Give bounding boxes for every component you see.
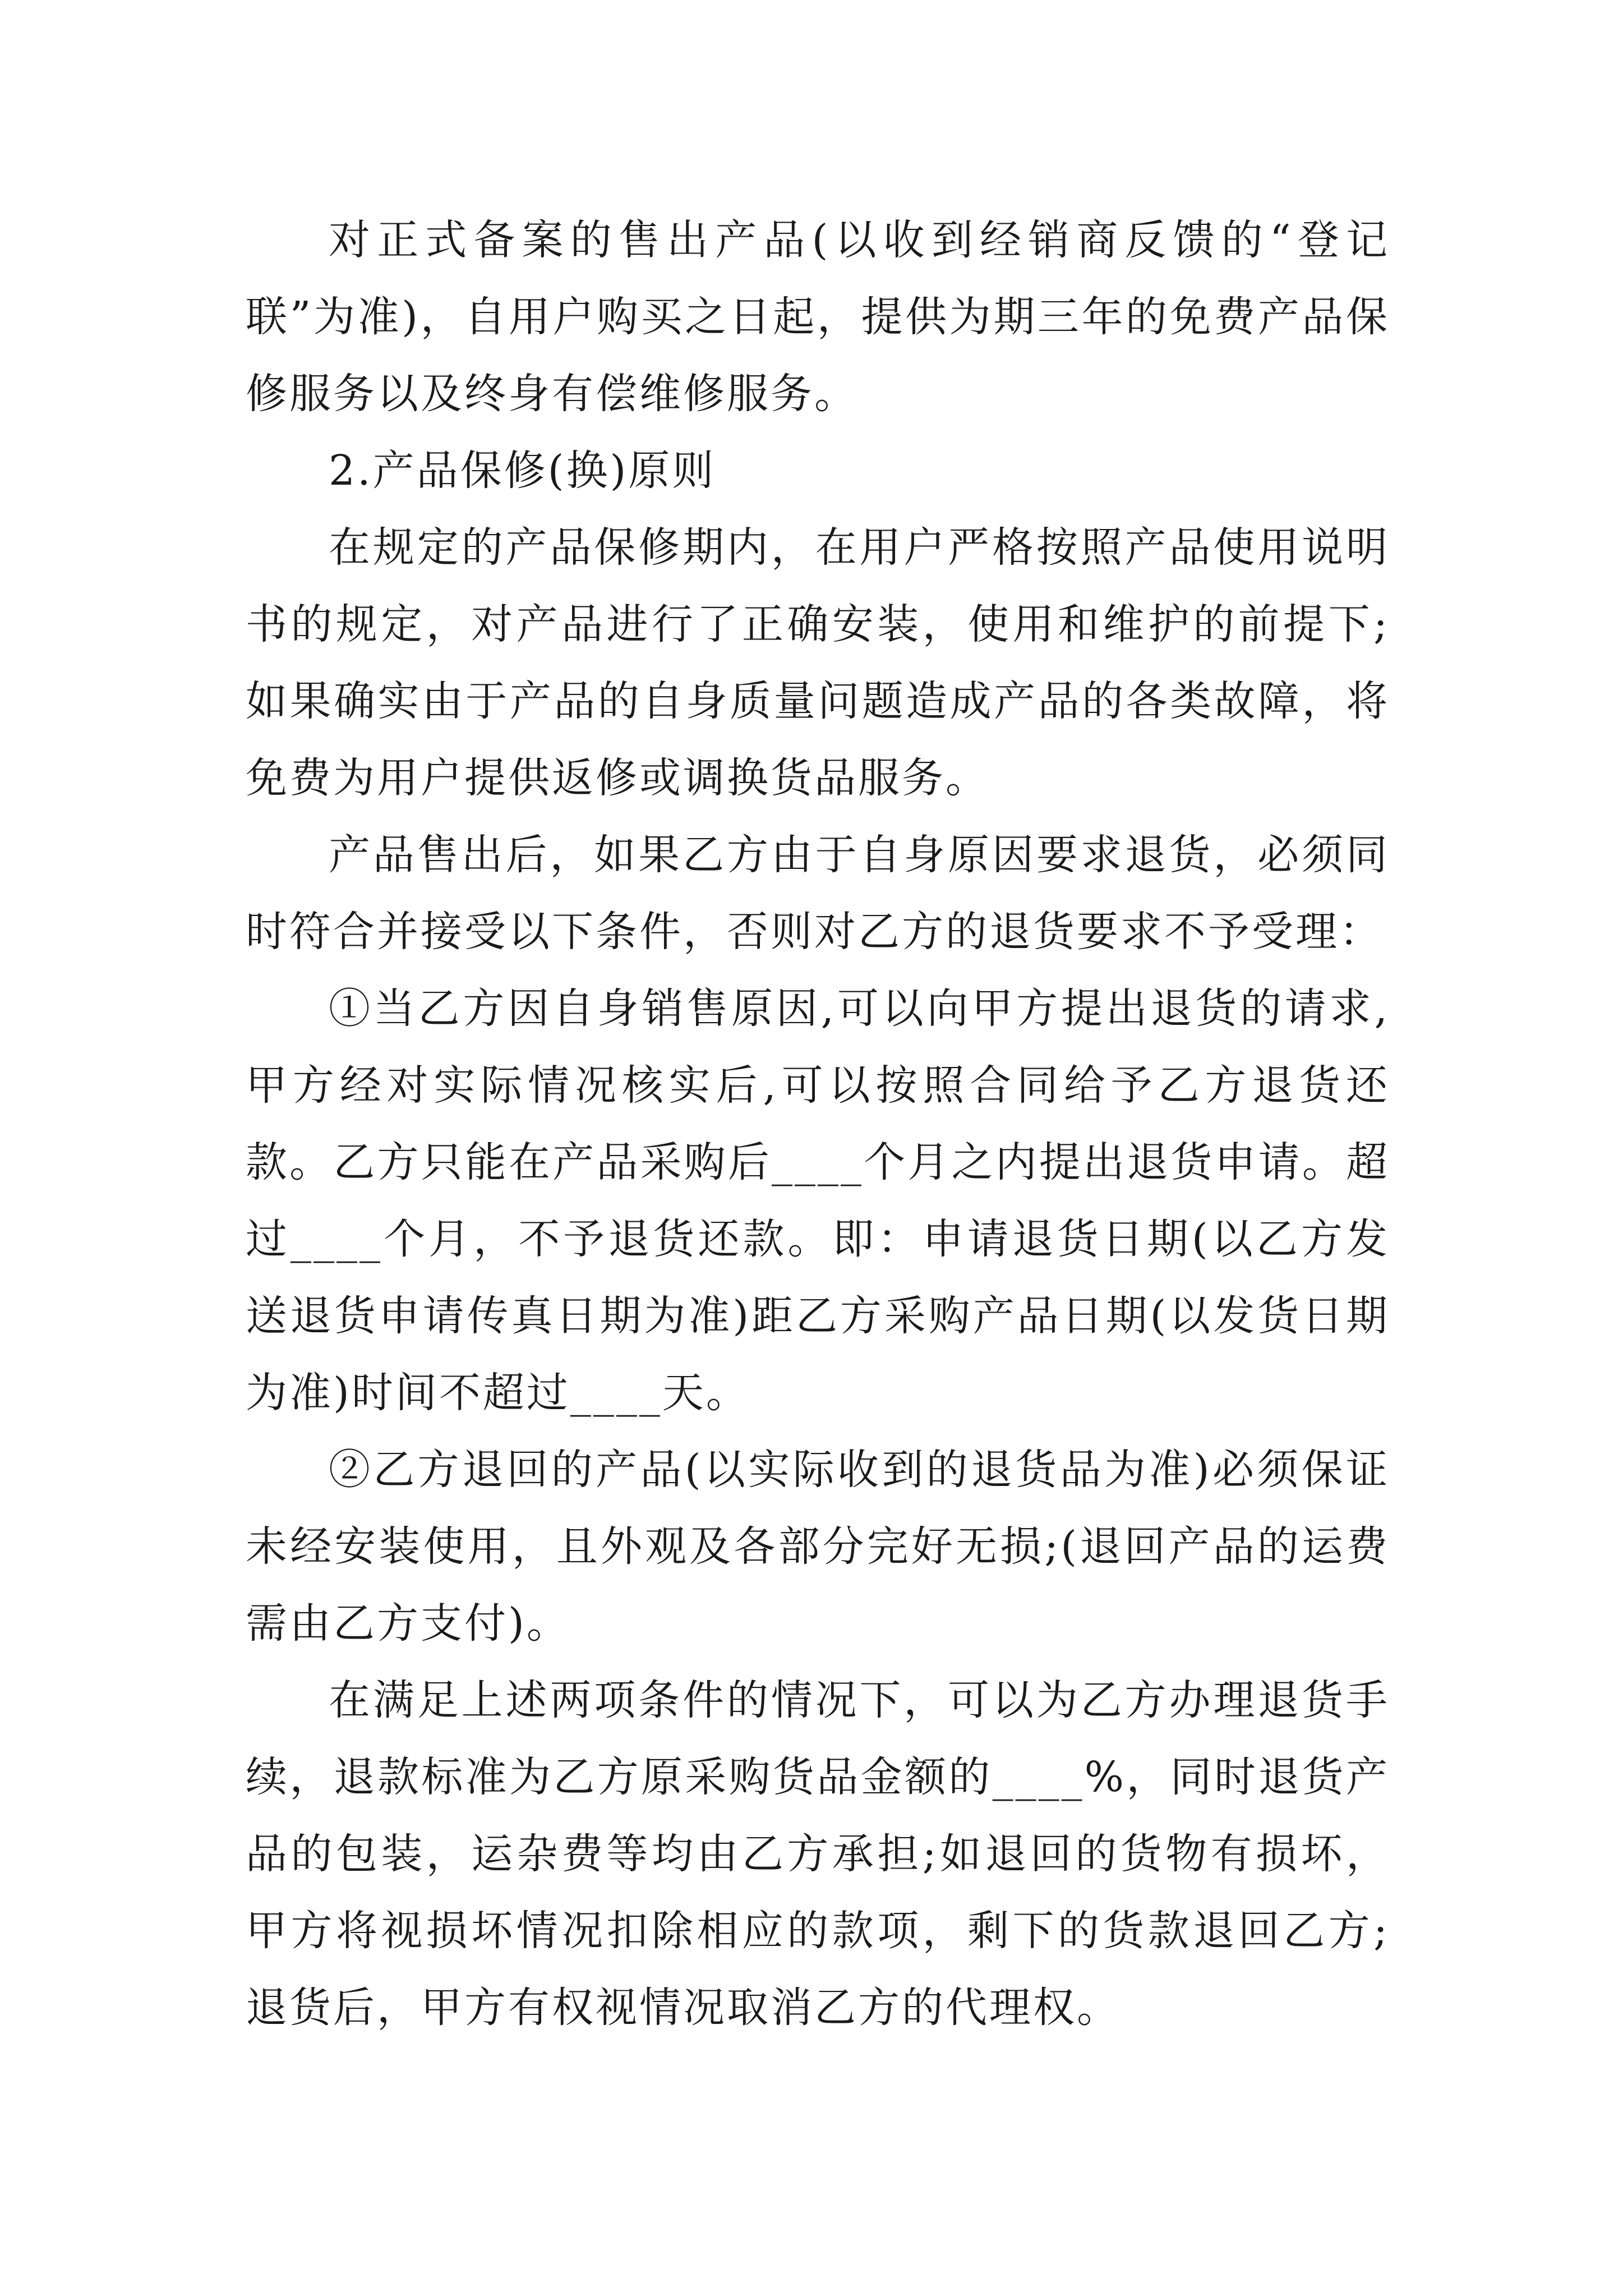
paragraph-return-conditions-intro: 产品售出后，如果乙方由于自身原因要求退货，必须同时符合并接受以下条件，否则对乙方的退货要求不予受理： — [246, 831, 1390, 956]
paragraph-warranty-service: 对正式备案的售出产品(以收到经销商反馈的“登记联”为准)，自用户购买之日起，提供为期三年的免费产品保修服务以及终身有偿维修服务。 — [246, 216, 1390, 418]
section-heading-warranty-principle: 2.产品保修(换)原则 — [329, 447, 716, 495]
paragraph-return-condition-1: ①当乙方因自身销售原因,可以向甲方提出退货的请求,甲方经对实际情况核实后,可以按照合同给予乙方退货还款。乙方只能在产品采购后____个月之内提出退货申请。超过____个月，不予退货还款。即：申请退货日期(以乙方发送退货申请传真日期为准)距乙方采购产品日期(以发货日期为准)时间不超过____天。 — [246, 984, 1390, 1417]
paragraph-refund-terms: 在满足上述两项条件的情况下，可以为乙方办理退货手续，退款标准为乙方原采购货品金额的____%，同时退货产品的包装，运杂费等均由乙方承担;如退回的货物有损坏，甲方将视损坏情况扣除相应的款项，剩下的货款退回乙方;退货后，甲方有权视情况取消乙方的代理权。 — [246, 1676, 1390, 2032]
paragraph-return-condition-2: ②乙方退回的产品(以实际收到的退货品为准)必须保证未经安装使用，且外观及各部分完好无损;(退回产品的运费需由乙方支付)。 — [246, 1446, 1390, 1648]
paragraph-warranty-conditions: 在规定的产品保修期内，在用户严格按照产品使用说明书的规定，对产品进行了正确安装，使用和维护的前提下;如果确实由于产品的自身质量问题造成产品的各类故障，将免费为用户提供返修或调换货品服务。 — [246, 523, 1390, 802]
document-body — [246, 202, 1390, 2046]
